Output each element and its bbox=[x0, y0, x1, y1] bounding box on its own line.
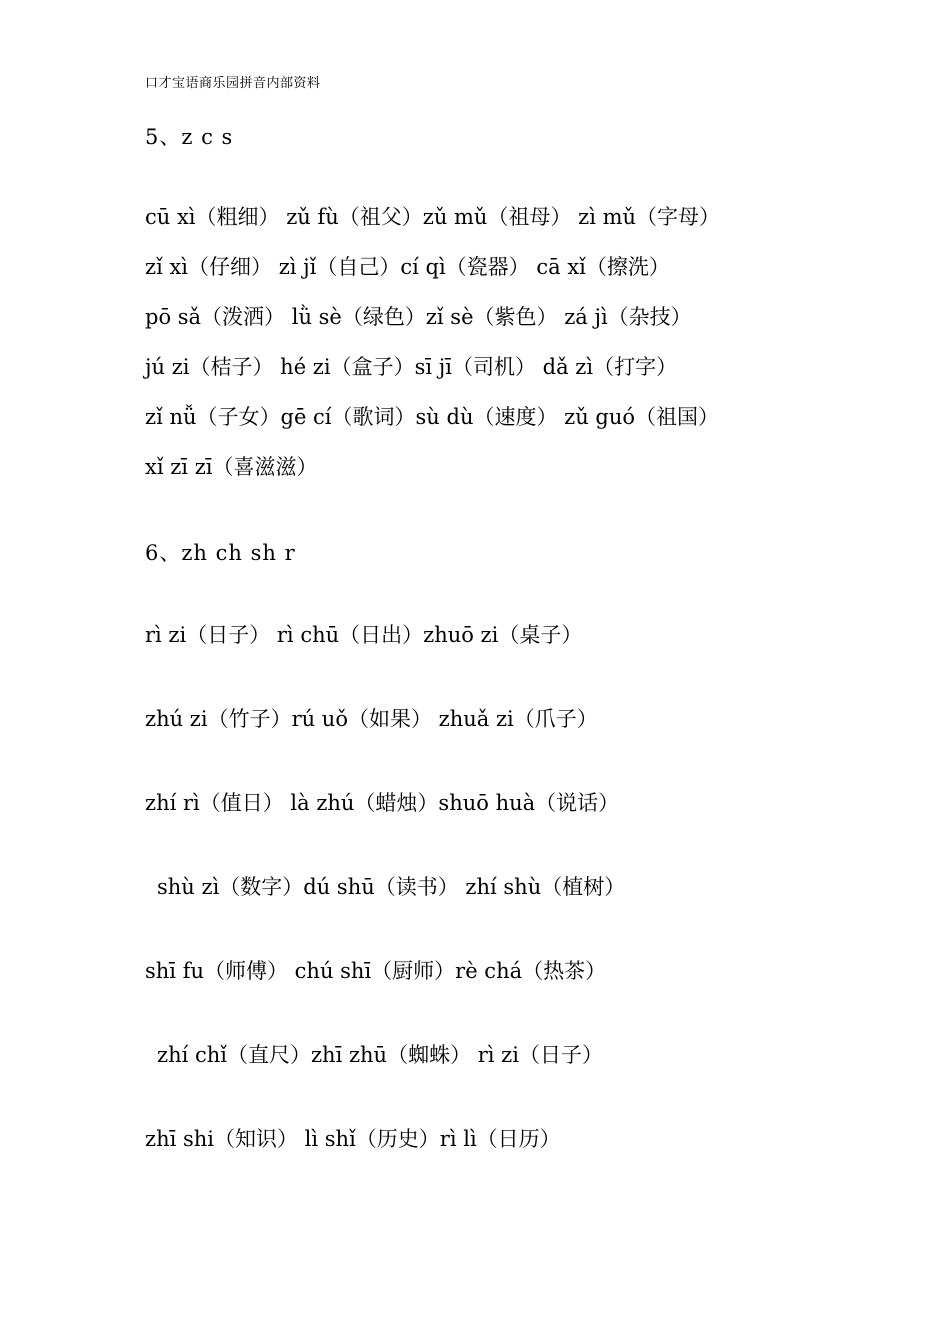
pinyin-line: zhú zi（竹子）rú uǒ（如果） zhuǎ zi（爪子） bbox=[145, 707, 598, 731]
pinyin-line: jú zi（桔子） hé zi（盒子）sī jī（司机） dǎ zì（打字） bbox=[145, 355, 678, 379]
pinyin-line: cū xì（粗细） zǔ fù（祖父）zǔ mǔ（祖母） zì mǔ（字母） bbox=[145, 205, 721, 229]
pinyin-line: zhī shi（知识） lì shǐ（历史）rì lì（日历） bbox=[145, 1127, 561, 1151]
section-heading-6: 6、zh ch sh r bbox=[145, 541, 296, 565]
pinyin-line: shī fu（师傅） chú shī（厨师）rè chá（热茶） bbox=[145, 959, 607, 983]
section-heading-5: 5、z c s bbox=[145, 125, 234, 149]
pinyin-line: zǐ nǚ（子女）gē cí（歌词）sù dù（速度） zǔ guó（祖国） bbox=[145, 405, 720, 429]
pinyin-line: pō sǎ（泼洒） lǜ sè（绿色）zǐ sè（紫色） zá jì（杂技） bbox=[145, 305, 692, 329]
pinyin-line: zhí rì（值日） là zhú（蜡烛）shuō huà（说话） bbox=[145, 791, 620, 815]
pinyin-line: shù zì（数字）dú shū（读书） zhí shù（植树） bbox=[157, 875, 626, 899]
page-header: 口才宝语商乐园拼音内部资料 bbox=[145, 76, 321, 91]
pinyin-line: xǐ zī zī（喜滋滋） bbox=[145, 455, 318, 479]
pinyin-line: zhí chǐ（直尺）zhī zhū（蜘蛛） rì zi（日子） bbox=[157, 1043, 603, 1067]
pinyin-line: rì zi（日子） rì chū（日出）zhuō zi（桌子） bbox=[145, 623, 583, 647]
pinyin-line: zǐ xì（仔细） zì jǐ（自己）cí qì（瓷器） cā xǐ（擦洗） bbox=[145, 255, 670, 279]
section-5-block bbox=[145, 202, 845, 502]
